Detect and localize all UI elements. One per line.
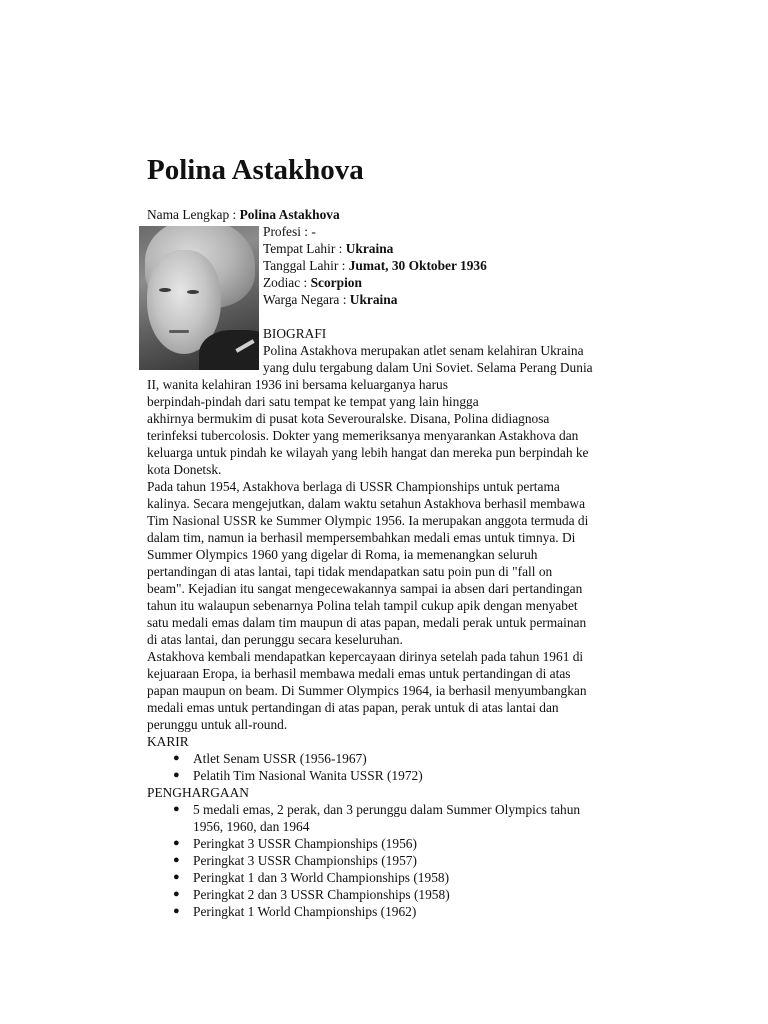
nama-label: Nama Lengkap : [147,207,240,222]
paragraph-line: di atas lantai, dan perunggu secara keseluruhan. [147,632,403,647]
paragraph-line: Summer Olympics 1960 yang digelar di Roma, ia memenangkan seluruh [147,547,538,562]
paragraph-line: tahun itu walaupun sebenarnya Polina telah tampil cukup apik dengan menyabet [147,598,578,613]
karir-list [147,750,663,784]
paragraph-line: kota Donetsk. [147,462,222,477]
paragraph-line: akhirnya bermukim di pusat kota Severouralske. Disana, Polina didiagnosa [147,411,550,426]
nama-value: Polina Astakhova [239,207,340,222]
tanggal-value: Jumat, 30 Oktober 1936 [348,258,487,273]
page-title: Polina Astakhova [147,154,364,186]
list-item: ● Peringkat 2 dan 3 USSR Championships (1958) [173,887,450,902]
paragraph-line: yang dulu tergabung dalam Uni Soviet. Selama Perang Dunia [263,360,593,375]
bullet-icon: ● [173,854,180,866]
profesi-line: Profesi : - [263,224,316,239]
paragraph-line: Astakhova kembali mendapatkan kepercayaan dirinya setelah pada tahun 1961 di [147,649,584,664]
bullet-icon: ● [173,769,180,781]
warga-value: Ukraina [349,292,398,307]
paragraph-line: kalinya. Secara mengejutkan, dalam waktu setahun Astakhova berhasil membawa [147,496,586,511]
penghargaan-list [147,801,663,920]
bullet-icon: ● [173,905,180,917]
paragraph-line: perunggu untuk all-round. [147,717,288,732]
paragraph-line: dalam tim, namun ia berhasil mempersembahkan medali emas untuk timnya. Di [147,530,576,545]
list-item: ● Peringkat 3 USSR Championships (1956) [173,836,417,851]
zodiac-label: Zodiac : [263,275,311,290]
paragraph-line: pertandingan di atas lantai, tapi tidak mendapatkan satu poin pun di "fall on [147,564,553,579]
paragraph-line: medali emas untuk pertandingan di atas papan, perak untuk di atas lantai dan [147,700,559,715]
paragraph-line: kejuaraan Eropa, ia berhasil membawa medali emas untuk pertandingan di atas [147,666,571,681]
paragraph-line: Polina Astakhova merupakan atlet senam kelahiran Ukraina [263,343,584,358]
penghargaan-heading: PENGHARGAAN [147,785,249,800]
tempat-label: Tempat Lahir : [263,241,346,256]
paragraph-line: berpindah-pindah dari satu tempat ke tempat yang lain hingga [147,394,479,409]
list-item: ● Peringkat 1 dan 3 World Championships (1958) [173,870,450,885]
biografi-paragraph-3 [147,648,663,733]
tempat-value: Ukraina [345,241,394,256]
paragraph-line: terinfeksi tubercolosis. Dokter yang memeriksanya menyarankan Astakhova dan [147,428,579,443]
bullet-icon: ● [173,888,180,900]
paragraph-line: beam". Kejadian itu sangat mengecewakannya sampai ia absen dari pertandingan [147,581,583,596]
bullet-icon: ● [173,837,180,849]
zodiac-value: Scorpion [310,275,362,290]
paragraph-line: II, wanita kelahiran 1936 ini bersama keluarganya harus [147,377,448,392]
bullet-icon: ● [173,803,180,815]
list-item: ● Pelatih Tim Nasional Wanita USSR (1972) [173,768,423,783]
list-item: ● Peringkat 1 World Championships (1962) [173,904,417,919]
document-body [147,206,663,920]
biografi-paragraph-2 [147,478,663,648]
bullet-icon: ● [173,752,180,764]
karir-heading: KARIR [147,734,189,749]
list-item: ● Peringkat 3 USSR Championships (1957) [173,853,417,868]
tanggal-label: Tanggal Lahir : [263,258,349,273]
paragraph-line: papan maupun on beam. Di Summer Olympics 1964, ia berhasil menyumbangkan [147,683,587,698]
portrait-photo [139,226,259,370]
paragraph-line: satu medali emas dalam tim maupun di atas papan, medali perak untuk permainan [147,615,587,630]
list-item: ● 5 medali emas, 2 perak, dan 3 perunggu dalam Summer Olympics tahun 1956, 1960, dan 1964 [173,802,581,834]
paragraph-line: Pada tahun 1954, Astakhova berlaga di USSR Championships untuk pertama [147,479,560,494]
nama-lengkap-line [147,206,663,223]
biografi-heading: BIOGRAFI [263,326,327,341]
paragraph-line: keluarga untuk pindah ke wilayah yang lebih hangat dan mereka pun berpindah ke [147,445,589,460]
warga-label: Warga Negara : [263,292,350,307]
bullet-icon: ● [173,871,180,883]
paragraph-line: Tim Nasional USSR ke Summer Olympic 1956. Ia merupakan anggota termuda di [147,513,589,528]
list-item: ● Atlet Senam USSR (1956-1967) [173,751,367,766]
